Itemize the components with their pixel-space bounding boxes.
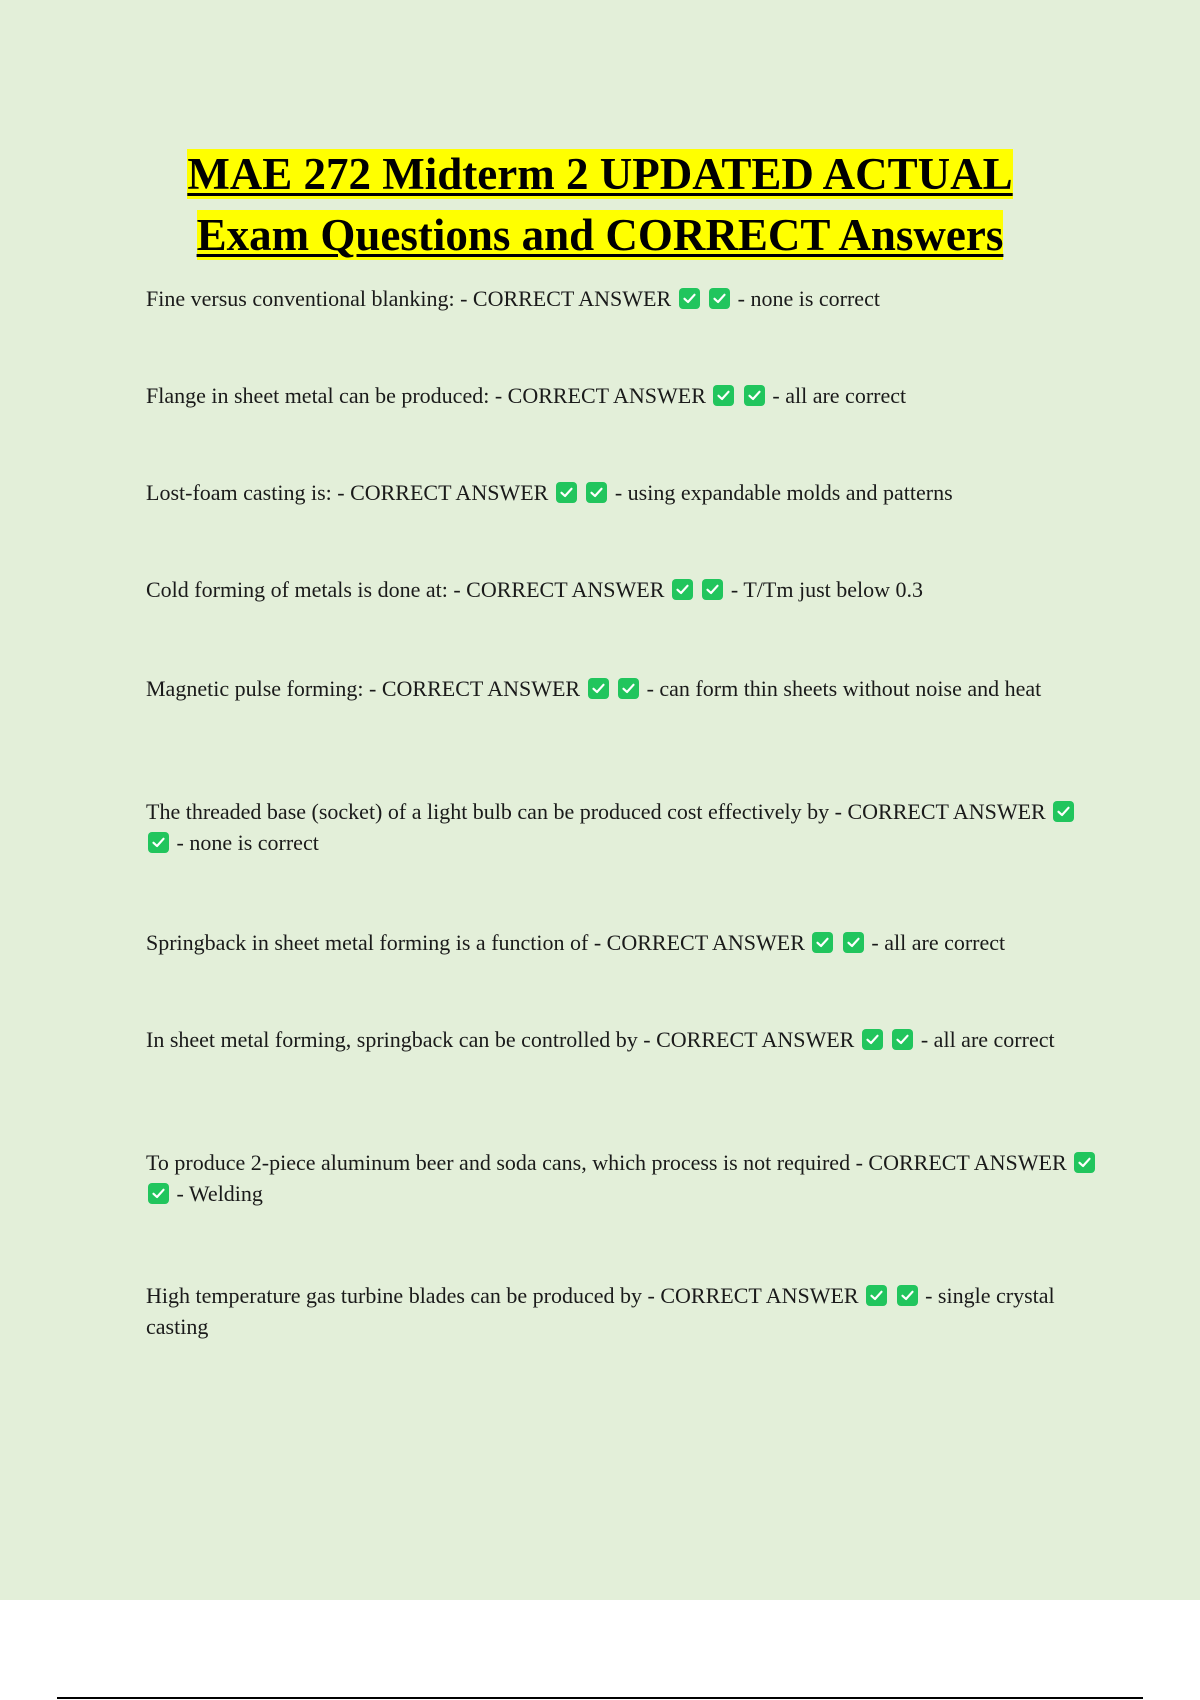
check-box-icon: [709, 288, 730, 309]
answer-text: - all are correct: [920, 1027, 1055, 1052]
correct-answer-label: - CORRECT ANSWER: [460, 286, 672, 311]
correct-answer-label: - CORRECT ANSWER: [647, 1283, 859, 1308]
answer-text: - none is correct: [737, 286, 880, 311]
answer-text: - can form thin sheets without noise and heat: [646, 676, 1042, 701]
answer-text: - all are correct: [772, 383, 907, 408]
question-text: High temperature gas turbine blades can be produced by: [146, 1283, 643, 1308]
title-line-2: Exam Questions and CORRECT Answers: [196, 210, 1004, 260]
document-title: [100, 144, 1100, 266]
check-box-icon: [812, 932, 833, 953]
check-box-icon: [1053, 801, 1074, 822]
correct-answer-label: - CORRECT ANSWER: [337, 480, 549, 505]
qa-item: [146, 574, 1101, 605]
correct-answer-label: - CORRECT ANSWER: [855, 1150, 1067, 1175]
check-box-icon: [702, 579, 723, 600]
check-box-icon: [556, 482, 577, 503]
qa-item: [146, 380, 1101, 411]
question-text: In sheet metal forming, springback can be controlled by: [146, 1027, 638, 1052]
answer-text: - T/Tm just below 0.3: [730, 577, 924, 602]
question-text: Flange in sheet metal can be produced:: [146, 383, 490, 408]
correct-answer-label: - CORRECT ANSWER: [834, 799, 1046, 824]
correct-answer-label: - CORRECT ANSWER: [494, 383, 706, 408]
question-text: Cold forming of metals is done at:: [146, 577, 448, 602]
check-box-icon: [586, 482, 607, 503]
qa-item: [146, 673, 1101, 704]
check-box-icon: [862, 1029, 883, 1050]
check-box-icon: [897, 1285, 918, 1306]
check-box-icon: [866, 1285, 887, 1306]
qa-item: [146, 477, 1101, 508]
question-text: Fine versus conventional blanking:: [146, 286, 455, 311]
answer-text: - using expandable molds and patterns: [614, 480, 953, 505]
qa-item: [146, 796, 1101, 858]
qa-item: [146, 1024, 1101, 1055]
question-text: The threaded base (socket) of a light bulb can be produced cost effectively by: [146, 799, 830, 824]
question-text: To produce 2-piece aluminum beer and soda cans, which process is not required: [146, 1150, 851, 1175]
answer-text: - single crystal casting: [146, 1283, 1055, 1339]
answer-text: - all are correct: [871, 930, 1006, 955]
answer-text: - none is correct: [176, 830, 319, 855]
check-box-icon: [588, 678, 609, 699]
question-text: Springback in sheet metal forming is a function of: [146, 930, 589, 955]
check-box-icon: [892, 1029, 913, 1050]
check-box-icon: [1074, 1152, 1095, 1173]
qa-item: [146, 927, 1101, 958]
qa-item: [146, 283, 1101, 314]
correct-answer-label: - CORRECT ANSWER: [453, 577, 665, 602]
check-box-icon: [672, 579, 693, 600]
title-line-1: MAE 272 Midterm 2 UPDATED ACTUAL: [187, 149, 1013, 199]
footer-divider: [57, 1697, 1143, 1699]
qa-item: [146, 1280, 1101, 1342]
check-box-icon: [744, 385, 765, 406]
check-box-icon: [843, 932, 864, 953]
question-text: Lost-foam casting is:: [146, 480, 332, 505]
check-box-icon: [148, 1183, 169, 1204]
correct-answer-label: - CORRECT ANSWER: [643, 1027, 855, 1052]
qa-item: [146, 1147, 1101, 1209]
check-box-icon: [713, 385, 734, 406]
correct-answer-label: - CORRECT ANSWER: [593, 930, 805, 955]
correct-answer-label: - CORRECT ANSWER: [369, 676, 581, 701]
check-box-icon: [679, 288, 700, 309]
question-text: Magnetic pulse forming:: [146, 676, 364, 701]
check-box-icon: [148, 832, 169, 853]
check-box-icon: [618, 678, 639, 699]
answer-text: - Welding: [176, 1181, 263, 1206]
